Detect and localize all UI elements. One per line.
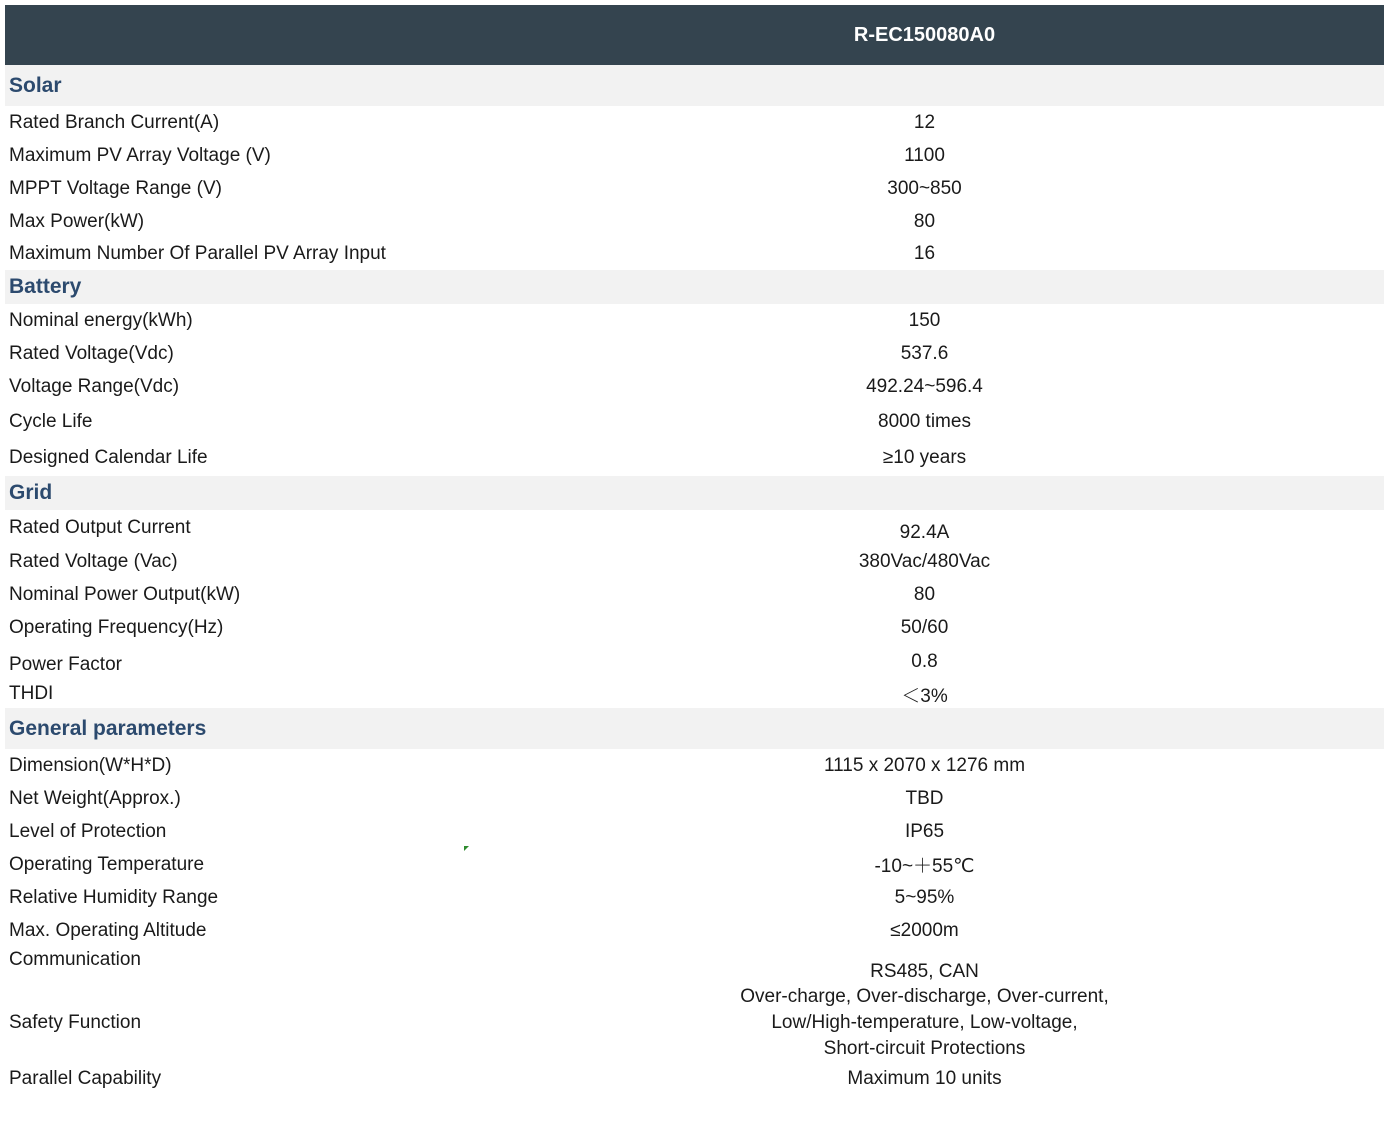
- row-label: Operating Frequency(Hz): [9, 616, 224, 638]
- row-label: Voltage Range(Vdc): [9, 375, 180, 397]
- row-label: Maximum Number Of Parallel PV Array Input: [9, 243, 386, 264]
- section-grid: [5, 476, 1384, 510]
- value-line: Short-circuit Protections: [823, 1038, 1026, 1059]
- table-row: [5, 1062, 1384, 1095]
- table-row: [5, 680, 1384, 708]
- table-row: [5, 578, 1384, 611]
- table-row: [5, 881, 1384, 914]
- table-row: [5, 815, 1384, 848]
- row-label: THDI: [9, 683, 54, 704]
- table-row: [5, 106, 1384, 139]
- row-value: 1100: [904, 144, 945, 166]
- row-value: 50/60: [900, 616, 949, 638]
- section-battery: [5, 270, 1384, 304]
- value-line: Low/High-temperature, Low-voltage,: [771, 1012, 1078, 1033]
- table-row: [5, 546, 1384, 578]
- row-value: 12: [913, 111, 936, 133]
- table-row: [5, 205, 1384, 238]
- table-row: [5, 611, 1384, 644]
- row-value: RS485, CAN: [870, 961, 979, 982]
- row-label: Parallel Capability: [9, 1067, 162, 1089]
- table-row: [5, 848, 1384, 881]
- row-label: Max Power(kW): [9, 210, 145, 232]
- row-label: Safety Function: [9, 1012, 142, 1033]
- table-row: [5, 510, 1384, 546]
- section-title: General parameters: [9, 716, 207, 740]
- row-label: Max. Operating Altitude: [9, 919, 207, 941]
- row-value: 492.24~596.4: [866, 375, 983, 397]
- row-label: MPPT Voltage Range (V): [9, 177, 222, 199]
- row-value: IP65: [904, 820, 945, 842]
- row-value: ≥10 years: [882, 447, 967, 468]
- model-name: R-EC150080A0: [853, 24, 996, 46]
- row-value: 8000 times: [878, 410, 971, 432]
- row-label: Maximum PV Array Voltage (V): [9, 144, 271, 166]
- table-header: [5, 5, 1384, 65]
- row-label: Net Weight(Approx.): [9, 787, 181, 809]
- table-row: [5, 947, 1384, 984]
- row-value: TBD: [905, 787, 944, 809]
- table-row: [5, 749, 1384, 782]
- row-value: 80: [913, 583, 936, 605]
- row-label: Rated Output Current: [9, 517, 191, 538]
- table-row: [5, 370, 1384, 403]
- row-label: Rated Voltage(Vdc): [9, 342, 174, 364]
- row-value: Maximum 10 units: [847, 1067, 1002, 1089]
- table-row: [5, 782, 1384, 815]
- table-row: [5, 984, 1384, 1062]
- row-label: Nominal Power Output(kW): [9, 583, 241, 605]
- row-value: 380Vac/480Vac: [858, 551, 991, 572]
- section-solar: [5, 65, 1384, 106]
- row-label: Power Factor: [9, 654, 122, 675]
- row-label: Cycle Life: [9, 410, 93, 432]
- row-value: 1115 x 2070 x 1276 mm: [823, 754, 1026, 776]
- section-title: Battery: [9, 275, 82, 298]
- table-row: [5, 440, 1384, 476]
- row-label: Dimension(W*H*D): [9, 754, 172, 776]
- row-label: Nominal energy(kWh): [9, 309, 193, 331]
- table-row: [5, 238, 1384, 270]
- table-row: [5, 644, 1384, 680]
- section-title: Solar: [9, 73, 62, 97]
- section-title: Grid: [9, 481, 53, 504]
- row-label: Level of Protection: [9, 820, 167, 842]
- table-row: [5, 172, 1384, 205]
- row-label: Designed Calendar Life: [9, 447, 208, 468]
- row-label: Relative Humidity Range: [9, 886, 219, 908]
- table-row: [5, 403, 1384, 440]
- cell-comment-marker: [464, 846, 469, 851]
- spec-sheet: [5, 5, 1384, 1095]
- row-value: 150: [908, 309, 941, 331]
- row-value: 92.4A: [899, 522, 950, 543]
- row-value: 300~850: [887, 177, 962, 199]
- section-general: [5, 708, 1384, 749]
- table-row: [5, 337, 1384, 370]
- row-value: ≤2000m: [890, 919, 959, 941]
- row-label: Communication: [9, 949, 141, 970]
- row-value: [545, 984, 1304, 1062]
- row-value: 0.8: [911, 651, 938, 672]
- row-label: Rated Branch Current(A): [9, 111, 220, 133]
- table-row: [5, 139, 1384, 172]
- value-line: Over-charge, Over-discharge, Over-current,: [740, 986, 1109, 1007]
- row-label: Operating Temperature: [9, 853, 205, 875]
- table-row: [5, 914, 1384, 947]
- row-value: ＜3%: [901, 685, 948, 707]
- row-value: 5~95%: [894, 886, 955, 908]
- row-value: 80: [913, 210, 936, 232]
- row-value: 16: [913, 243, 936, 264]
- table-row: [5, 304, 1384, 337]
- row-value: 537.6: [900, 342, 949, 364]
- row-label: Rated Voltage (Vac): [9, 551, 178, 572]
- row-value: -10~＋55℃: [874, 856, 975, 877]
